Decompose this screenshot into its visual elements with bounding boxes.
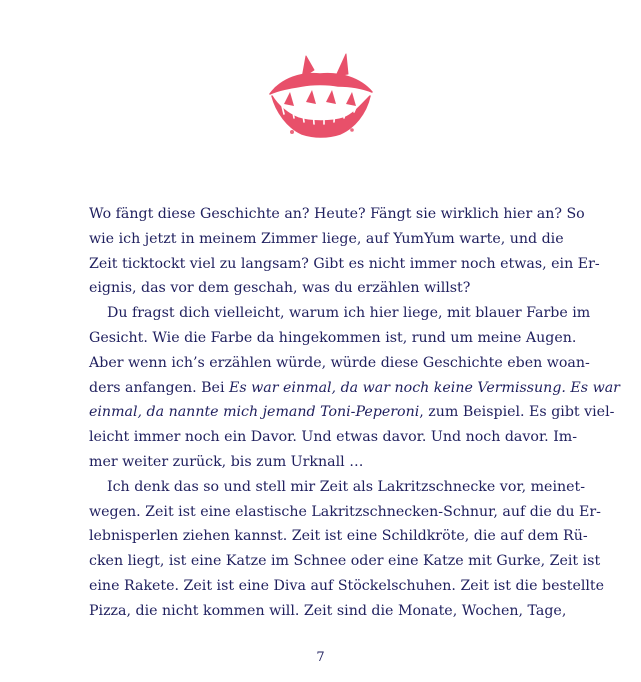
paragraph-2: [89, 301, 620, 475]
text-line: Ich denk das so und stell mir Zeit als Lakritzschnecke vor, meinet-: [107, 478, 586, 495]
page-number: 7: [316, 650, 325, 665]
text-line: Aber wenn ich’s erzählen würde, würde diese Geschichte eben woan-: [89, 354, 590, 371]
text-line: [89, 376, 620, 401]
text-line: Zeit ticktockt viel zu langsam? Gibt es nicht immer noch etwas, ein Er-: [89, 255, 600, 272]
text-line: eine Rakete. Zeit ist eine Diva auf Stöckelschuhen. Zeit ist die bestellte: [89, 577, 605, 594]
italic-title: einmal, da nannte mich jemand Toni-Peperoni: [89, 404, 420, 421]
text-line: [89, 400, 615, 425]
text-line: Du fragst dich vielleicht, warum ich hier liege, mit blauer Farbe im: [107, 305, 591, 322]
text-line: Wo fängt diese Geschichte an? Heute? Fängt sie wirklich hier an? So: [89, 206, 585, 222]
text-line: eignis, das vor dem geschah, was du erzählen willst?: [89, 280, 471, 297]
text-line: Gesicht. Wie die Farbe da hingekommen ist, rund um meine Augen.: [89, 329, 577, 346]
text-fragment: ders anfangen. Bei: [89, 379, 229, 396]
body-text: [89, 202, 620, 624]
text-line: mer weiter zurück, bis zum Urknall …: [89, 453, 364, 470]
text-fragment: , zum Beispiel. Es gibt viel-: [419, 404, 615, 421]
paragraph-3: [89, 475, 605, 624]
italic-title: Es war einmal, da war noch keine Vermissung. Es war: [229, 379, 620, 396]
text-line: lebnisperlen ziehen kannst. Zeit ist eine Schildkröte, die auf dem Rü-: [89, 528, 588, 545]
paragraph-1: [89, 202, 600, 301]
text-line: wie ich jetzt in meinem Zimmer liege, auf YumYum warte, und die: [89, 230, 564, 247]
text-line: wegen. Zeit ist eine elastische Lakritzschnecken-Schnur, auf die du Er-: [89, 503, 601, 520]
crowned-mouth-illustration: [262, 48, 378, 140]
text-line: leicht immer noch ein Davor. Und etwas davor. Und noch davor. Im-: [89, 429, 578, 446]
text-line: cken liegt, ist eine Katze im Schnee oder eine Katze mit Gurke, Zeit ist: [89, 553, 601, 570]
text-line: Pizza, die nicht kommen will. Zeit sind die Monate, Wochen, Tage,: [89, 602, 567, 619]
